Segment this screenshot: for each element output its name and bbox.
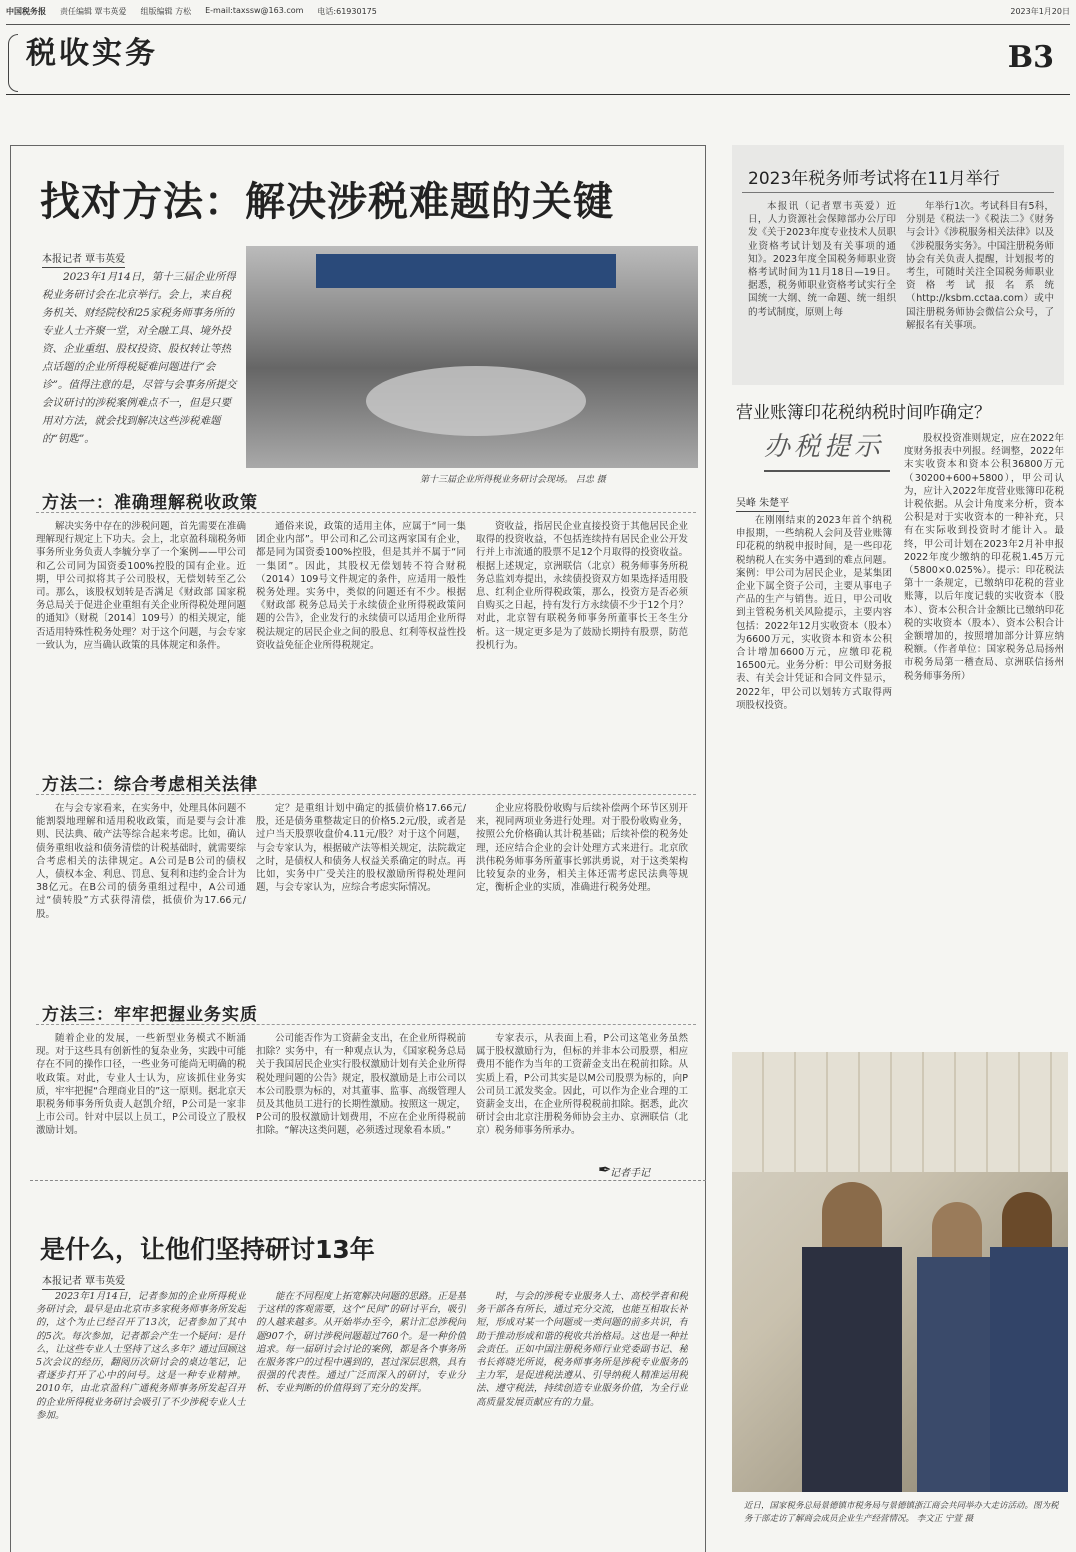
commentary-headline: 是什么，让他们坚持研讨13年: [40, 1235, 375, 1264]
notes-divider: [30, 1180, 706, 1181]
paragraph: 时，与会的涉税专业服务人士、高校学者和税务干部各有所长，通过充分交流，也能互相取长补短，形成对某一个问题或一类问题的前多共识，有助于推动形成和谐的税收共治格局。这也是一种社会责任。正如中国注册税务师行业党委副书记、秘书长蒋晓光所说，税务师事务所是涉税专业服务的主力军，是促进税法遵从、引导纳税人精准运用税法、遵守税法，持续创造专业服务价值，为全行业高质量发展贡献应有的力量。: [476, 1291, 688, 1408]
paragraph: 2023年1月14日，记者参加的企业所得税业务研讨会，最早是由北京市多家税务师事务所发起的，这个为止已经召开了13次，记者参加了其中的5次。每次参加，记者都会产生一个疑问：是什么，让这些专业人士坚持了这么多年？通过回顾这5次会议的经历，翻阅历次研讨会的桌边笔记，记者逐步打开了心中的问号。这是一种专业精神。2010年，由北京盈科广通税务师事务所发起召开的企业所得税业务研讨会吸引了不少涉税专业人士参加。: [36, 1291, 246, 1421]
stamp-tax-title: 营业账簿印花税纳税时间咋确定？: [736, 403, 991, 423]
shelves: [732, 1052, 1068, 1172]
exam-col1: [748, 200, 896, 376]
photo-caption: 第十三届企业所得税业务研讨会现场。 吕忠 摄: [420, 475, 606, 485]
method3-col1: [36, 1032, 246, 1158]
method2-heading: 方法二：综合考虑相关法律: [42, 775, 258, 795]
method3-col3: [476, 1032, 688, 1158]
headline: 找对方法：解决涉税难题的关键: [40, 179, 614, 225]
paragraph: 通俗来说，政策的适用主体，应属于“同一集团企业内部”。甲公司和乙公司这两家国有企业，都是同为国资委100%控股，但是其并不属于“同一集团”。因此，其股权无偿划转不符合财税（2014）109号文件规定的条件，应适用一般性税务处理。实务中，类似的问题还有不少。根据《财政部 税务总局关于永续债企业所得税政策问题的公告》，企业发行的永续债可以适用企业所得税法规定的居民企业之间的股息、红利等权益性投资收益免征企业所得税规定。: [256, 521, 466, 651]
paragraph: 年举行1次。考试科目有5科，分别是《税法一》《税法二》《财务与会计》《涉税服务相关法律》以及《涉税服务实务》。中国注册税务师协会有关负责人提醒，计划报考的考生，可随时关注全国税务师职业资格考试报名系统（http://ksbm.cctaa.com）或中国注册税务师协会微信公众号，了解报名有关事项。: [906, 201, 1054, 331]
masthead-bar: [6, 6, 1070, 20]
notes-label: 记者手记: [610, 1168, 650, 1179]
tax-tips-logo: [764, 426, 890, 478]
conference-photo: [246, 246, 698, 468]
logo-underline: [764, 470, 890, 472]
paragraph: 本报讯（记者覃韦英爱）近日，人力资源社会保障部办公厅印发《关于2023年度专业技术人员职业资格考试计划及有关事项的通知》。2023年度全国税务师职业资格考试时间为11月18日—19日。据悉，税务师职业资格考试实行全国统一大纲、统一命题、统一组织的考试制度，原则上每: [748, 201, 896, 318]
commentary-col3: [476, 1290, 688, 1544]
person-head: [932, 1202, 982, 1262]
divider: [36, 794, 696, 795]
paragraph: 公司能否作为工资薪金支出，在企业所得税前扣除？实务中，有一种观点认为，《国家税务总局关于我国居民企业实行股权激励计划有关企业所得税处理问题的公告》规定，股权激励是上市公司以本公司股票为标的，对其董事、监事、高级管理人员及其他员工进行的长期性激励。按照这一规定，P公司的股权激励计划费用，不应在企业所得税前扣除。“解决这类问题，必须透过现象看本质。”: [256, 1033, 466, 1137]
logo-text: 办税提示: [764, 432, 885, 462]
method3-heading: 方法三：牢牢把握业务实质: [42, 1005, 258, 1025]
paragraph: 资收益，指居民企业直接投资于其他居民企业取得的投资收益，不包括连续持有居民企业公开发行并上市流通的股票不足12个月取得的投资收益。根据上述规定，京洲联信（北京）税务师事务所税务总监刘寿提出，永续债投资双方如果选择适用股息、红利企业所得税政策，那么，投资方是否必须自购买之日起，持有发行方永续债不少于12个月？对此，北京智有联税务师事务所董事长王冬生分析。这一规定更多是为了鼓励长期持有股票，防范投机行为。: [476, 521, 688, 651]
stamp-col2: [904, 432, 1064, 1044]
person-body: [990, 1247, 1068, 1492]
header-brace: [8, 34, 18, 92]
paragraph: 随着企业的发展，一些新型业务模式不断涌现。对于这些具有创新性的复杂业务，实践中可能存在不同的操作口径，一些业务可能尚无明确的税收政策。对此，专业人士认为，应该抓住业务实质，牢牢把握“合理商业目的”这一原则。据北京天职税务师事务所负责人赵凯介绍，P公司是一家非上市公司。针对中层以上员工，P公司设立了股权激励计划。: [36, 1033, 246, 1137]
phone: 电话:61930175: [317, 7, 377, 16]
person-head: [822, 1182, 882, 1252]
person-head: [1002, 1192, 1052, 1252]
paragraph: 在刚刚结束的2023年首个纳税申报期，一些纳税人会问及营业账簿印花税的纳税申报时间，是一些印花税纳税人在实务中遇到的难点问题。案例：甲公司为居民企业，是某集团企业下属全资子公司，主要从事电子产品的生产与销售。近日，甲公司收到主管税务机关风险提示，主要内容包括：2022年12月实收资本（股本）为6600万元，实收资本和资本公积合计增加6600万元，应缴印花税16500元。业务分析：甲公司财务报表、有关会计凭证和合同文件显示，2022年，甲公司以划转方式取得两项股权投资。: [736, 515, 892, 711]
person-body: [802, 1247, 902, 1492]
commentary-col1: [36, 1290, 246, 1544]
lede: 2023年1月14日，第十三届企业所得税业务研讨会在北京举行。会上，来自税务机关、财经院校和25家税务师事务所的专业人士齐聚一堂，对全融工具、境外投资、企业重组、股权投资、股权转让等热点话题的企业所得税疑难问题进行“会诊”。值得注意的是，尽管与会事务所提交会议研讨的涉税案例难点不一，但是只要用对方法，就会找到解决这些涉税难题的“钥匙”。: [42, 271, 237, 445]
commentary-col2: [256, 1290, 466, 1544]
paragraph: 定？是重组计划中确定的抵债价格17.66元/股，还是债务重整裁定日的价格5.2元/股，或者是过户当天股票收盘价4.11元/股？对于这个问题，与会专家认为，根据破产法等相关规定，法院裁定之时，是债权人和债务人权益关系确定的时点。再比如，实务中广受关注的股权激励所得税处理问题，与会专家认为，应综合考虑实际情况。: [256, 803, 466, 894]
exam-col2: [906, 200, 1054, 376]
method1-col2: [256, 520, 466, 820]
stamp-author: 吴峰 朱楚平: [736, 494, 789, 512]
conference-table: [366, 366, 586, 436]
editor: 责任编辑 覃韦英爱: [60, 7, 127, 16]
paragraph: 企业应将股份收购与后续补偿两个环节区别开来，视同两项业务进行处理。对于股份收购业务，按照公允价格确认其计税基础；后续补偿的税务处理，还应结合企业的会计处理方式来进行。北京欣洪伟税务师事务所董事长郭洪勇说，对于这类架构比较复杂的业务，相关主体还需考虑民法典等规定，衡析企业的实质，准确进行税务处理。: [476, 803, 688, 894]
paper-name: 中国税务报: [6, 7, 46, 16]
byline: 本报记者 覃韦英爱: [42, 250, 125, 268]
section-title: 税收实务: [26, 36, 158, 71]
issue-date: 2023年1月20日: [1010, 7, 1070, 16]
method2-col2: [256, 802, 466, 1002]
person-body: [917, 1257, 997, 1492]
method2-col1: [36, 802, 246, 1002]
visit-photo: [732, 1052, 1068, 1492]
stamp-col1: [736, 514, 892, 1044]
divider: [36, 1024, 696, 1025]
header-rule-bottom: [6, 94, 1070, 95]
page-code: B3: [1007, 40, 1054, 75]
pen-icon: ✒: [598, 1160, 612, 1179]
header-rule: [6, 24, 1070, 25]
paragraph: 解决实务中存在的涉税问题，首先需要在准确理解现行规定上下功夫。会上，北京盈科瑞税务师事务所业务负责人李毓分享了一个案例——甲公司和乙公司同为国资委100%控股的国有企业。近期，甲公司拟将其子公司股权，无偿划转至乙公司。那么，该股权划转是否满足《财政部 国家税务总局关于促进企业重组有关企业所得税处理问题的通知》（财税〔2014〕109号）的相关规定，能否适用特殊性税务处理？对于这个问题，与会专家一致认为，应当确认政策的具体规定和条件。: [36, 521, 246, 651]
stage-screen: [316, 254, 616, 288]
paragraph: 专家表示，从表面上看，P公司这笔业务虽然属于股权激励行为，但标的并非本公司股票，相应费用不能作为当年的工资薪金支出在税前扣除。从实质上看，P公司其实是以M公司股票为标的，向P公司员工派发奖金。因此，可以作为企业合理的工资薪金支出，在企业所得税税前扣除。据悉，此次研讨会由北京注册税务师协会主办、京洲联信（北京）税务师事务所承办。: [476, 1033, 688, 1137]
paragraph: 在与会专家看来，在实务中，处理具体问题不能割裂地理解和适用税收政策，而是要与会计准则、民法典、破产法等综合起来考虑。比如，确认债务重组收益和债务清偿的计税基础时，就需要综合考虑相关的法律规定。A公司是B公司的债权人，债权本金、利息、罚息、复利和违约金合计为38亿元。在B公司的债务重组过程中，A公司通过“债转股”方式获得清偿，抵债价为17.66元/股。: [36, 803, 246, 920]
exam-title: 2023年税务师考试将在11月举行: [748, 169, 1000, 189]
commentary-byline: 本报记者 覃韦英爱: [42, 1272, 125, 1290]
divider: [36, 512, 696, 513]
email: E-mail:taxssw@163.com: [205, 6, 304, 15]
method3-col2: [256, 1032, 466, 1158]
method1-heading: 方法一：准确理解税收政策: [42, 493, 258, 513]
paragraph: 能在不同程度上拓宽解决问题的思路。正是基于这样的客观需要，这个“民间”的研讨平台，吸引的人越来越多。从开始举办至今，累计汇总涉税问题907个，研讨涉税问题超过760个。是一种价值追求。每一届研讨会讨论的案例，都是各个事务所在服务客户的过程中遇到的，甚过深层思熟，具有很强的代表性。通过广泛而深入的研讨，专业分析、专业判断的价值得到了充分的发挥。: [256, 1291, 466, 1395]
method1-col3: [476, 520, 688, 820]
paragraph: 股权投资准则规定，应在2022年度财务报表中列报。经调整，2022年末实收资本和资本公积36800万元（30200+600+5800），甲公司认为，应计入2022年度营业账簿印花税计税依据。从会计角度来分析，资本公积是对于实收资本的一种补充，只有在实际收到投资时才能计入。最终，甲公司计划在2023年2月补申报2022年度少缴纳的印花税1.45万元（5800×0.025%）。提示：印花税法第十一条规定，已缴纳印花税的营业账簿，以后年度记载的实收资本（股本）、资本公积合计金额比已缴纳印花税的实收资本（股本）、资本公积合计金额增加的，按照增加部分计算应纳税额。（作者单位：国家税务总局扬州市税务局第一稽查局、京洲联信扬州税务师事务所）: [904, 433, 1064, 682]
divider: [742, 192, 1054, 193]
layout-editor: 组版编辑 方松: [140, 7, 192, 16]
method2-col3: [476, 802, 688, 1002]
visit-photo-caption: 近日，国家税务总局景德镇市税务局与景德镇浙江商会共同举办大走访活动。图为税务干部走访了解商会成员企业生产经营情况。 李文正 宁萱 摄: [744, 1501, 1059, 1524]
